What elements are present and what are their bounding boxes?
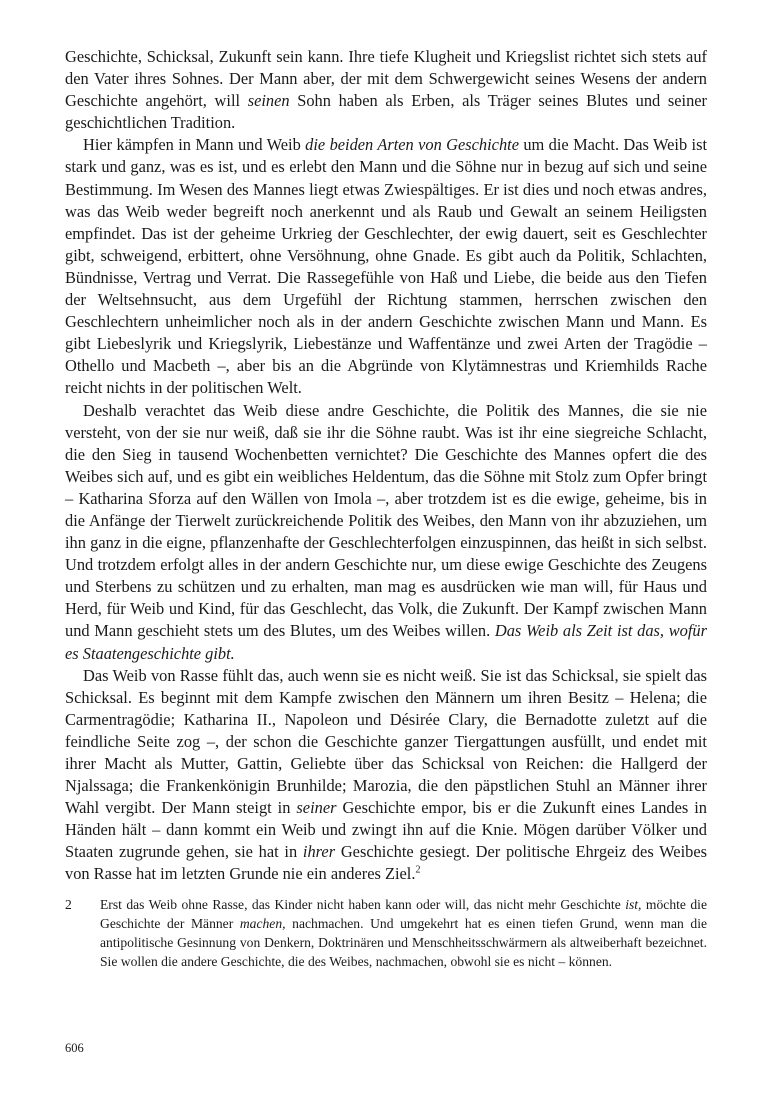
footnotes bbox=[65, 895, 707, 972]
italic-text: ist, bbox=[625, 896, 642, 912]
text-run: Geschichte empor, bis er die Zukunft eines Landes in Händen hält – dann kommt ein Weib und zwingt ihn auf die Knie. Mögen darüber Völker und Staaten zugrunde gehen, sie hat in bbox=[65, 798, 707, 862]
text-run: Deshalb verachtet das Weib diese andre Geschichte, die Politik des Mannes, die sie nie versteht, von der sie nur weiß, daß sie ihr die Söhne raubt. Was ist ihr eine siegreiche Schlacht, die den Sieg in tausend Wochenbetten vernichtet? Die Geschichte des Mannes opfert die des Weibes sich auf, und es gibt ein weibliches Heldentum, das die Söhne mit Stolz zum Opfer bringt – Katharina Sforza auf den Wällen von Imola –, aber trotzdem ist es die ewige, geheime, bis in die Anfänge der Tierwelt zurückreichende Politik des Weibes, den Mann von ihr abzuziehen, um ihn ganz in die eigne, pflanzenhafte der Geschlechterfolgen einzuspinnen, das heißt in sich selbst. Und trotzdem erfolgt alles in der andern Geschichte nur, um diese ewige Geschichte des Zeugens und Sterbens zu schützen und zu erhalten, man mag es ausdrücken wie man will, für Haus und Herd, für Weib und Kind, für das Geschlecht, das Volk, die Zukunft. Der Kampf zwischen Mann und Mann geschieht stets um des Blutes, um des Weibes willen. bbox=[65, 400, 707, 641]
paragraph bbox=[65, 134, 707, 399]
paragraph bbox=[65, 46, 707, 134]
page-number: 606 bbox=[65, 1041, 84, 1055]
italic-text: machen, bbox=[239, 915, 286, 931]
text-run: möchte die Geschichte der Männer bbox=[100, 896, 707, 931]
italic-text: Das Weib als Zeit ist das, wofür es Staatengeschichte gibt. bbox=[65, 621, 707, 663]
italic-text: ihrer bbox=[302, 842, 336, 862]
italic-text: die beiden Arten von Geschichte bbox=[305, 135, 519, 155]
footnote bbox=[65, 895, 707, 972]
text-run: um die Macht. Das Weib ist stark und ganz, was es ist, und es erlebt den Mann und die Söhne nur in bezug auf sich und seine Bestimmung. Im Wesen des Mannes liegt etwas Zwiespältiges. Er ist dies und noch etwas andres, was das Weib weder begreift noch anerkennt und als Raub und Gewalt an seinem Heiligsten empfindet. Das ist der geheime Urkrieg der Geschlechter, der ewig dauert, seit es Geschlechter gibt, schweigend, erbittert, ohne Versöhnung, ohne Gnade. Es gibt auch da Politik, Schlachten, Bündnisse, Vertrag und Verrat. Die Rassegefühle von Haß und Liebe, die beide aus den Tiefen der Weltsehnsucht, aus dem Urgefühl der Richtung stammen, herrschen zwischen den Geschlechtern unheimlicher noch als in der andern Geschichte zwischen Mann und Mann. Es gibt Liebeslyrik und Kriegslyrik, Liebestänze und Waffentänze und zwei Arten der Tragödie – Othello und Macbeth –, aber bis an die Abgründe von Klytämnestras und Kriemhilds Rache reicht nichts in der politischen Welt. bbox=[65, 135, 708, 398]
text-run: Sohn haben als Erben, als Träger seines Blutes und seiner geschichtlichen Tradition. bbox=[65, 91, 708, 133]
text-run: Geschichte, Schicksal, Zukunft sein kann. Ihre tiefe Klugheit und Kriegslist richtet sich stets auf den Vater ihres Sohnes. Der Mann aber, der mit dem Schwergewicht seines Wesens der andern Geschichte angehört, will bbox=[65, 47, 707, 111]
text-run: nachmachen. Und umgekehrt hat es einen tiefen Grund, wenn man die antipolitische Gesinnung von Denkern, Doktrinären und Menschheitsschwärmern als altweiberhaft bezeichnet. Sie wollen die andere Geschichte, die des Weibes, nachmachen, obwohl sie es nicht – können. bbox=[100, 915, 708, 970]
text-run: Hier kämpfen in Mann und Weib bbox=[83, 135, 306, 155]
text-run: Erst das Weib ohne Rasse, das Kinder nicht haben kann oder will, das nicht mehr Geschichte bbox=[100, 896, 626, 912]
text-run: Das Weib von Rasse fühlt das, auch wenn sie es nicht weiß. Sie ist das Schicksal, sie spielt das Schicksal. Es beginnt mit dem Kampfe zwischen den Männern um ihren Besitz – Helena; die Carmentragödie; Katharina II., Napoleon und Désirée Clary, die Bernadotte zuletzt auf die feindliche Seite zog –, der schon die Geschichte ganzer Tiergattungen ausfüllt, und endet mit ihrer Macht als Mutter, Gattin, Geliebte über das Schicksal von Reichen: die Hallgerd der Njalssaga; die Frankenkönigin Brunhilde; Marozia, die den päpstlichen Stuhl an Männer ihrer Wahl vergibt. Der Mann steigt in bbox=[65, 665, 707, 818]
footnote-ref: 2 bbox=[415, 865, 421, 876]
body-text bbox=[65, 46, 707, 886]
text-run: Geschichte gesiegt. Der politische Ehrgeiz des Weibes von Rasse hat im letzten Grunde nie ein anderes Ziel. bbox=[65, 842, 707, 884]
document-page bbox=[65, 46, 707, 972]
italic-text: seinen bbox=[247, 91, 290, 111]
italic-text: seiner bbox=[296, 798, 337, 818]
footnote-number: 2 bbox=[65, 896, 72, 912]
paragraph bbox=[65, 665, 707, 886]
paragraph bbox=[65, 400, 707, 665]
